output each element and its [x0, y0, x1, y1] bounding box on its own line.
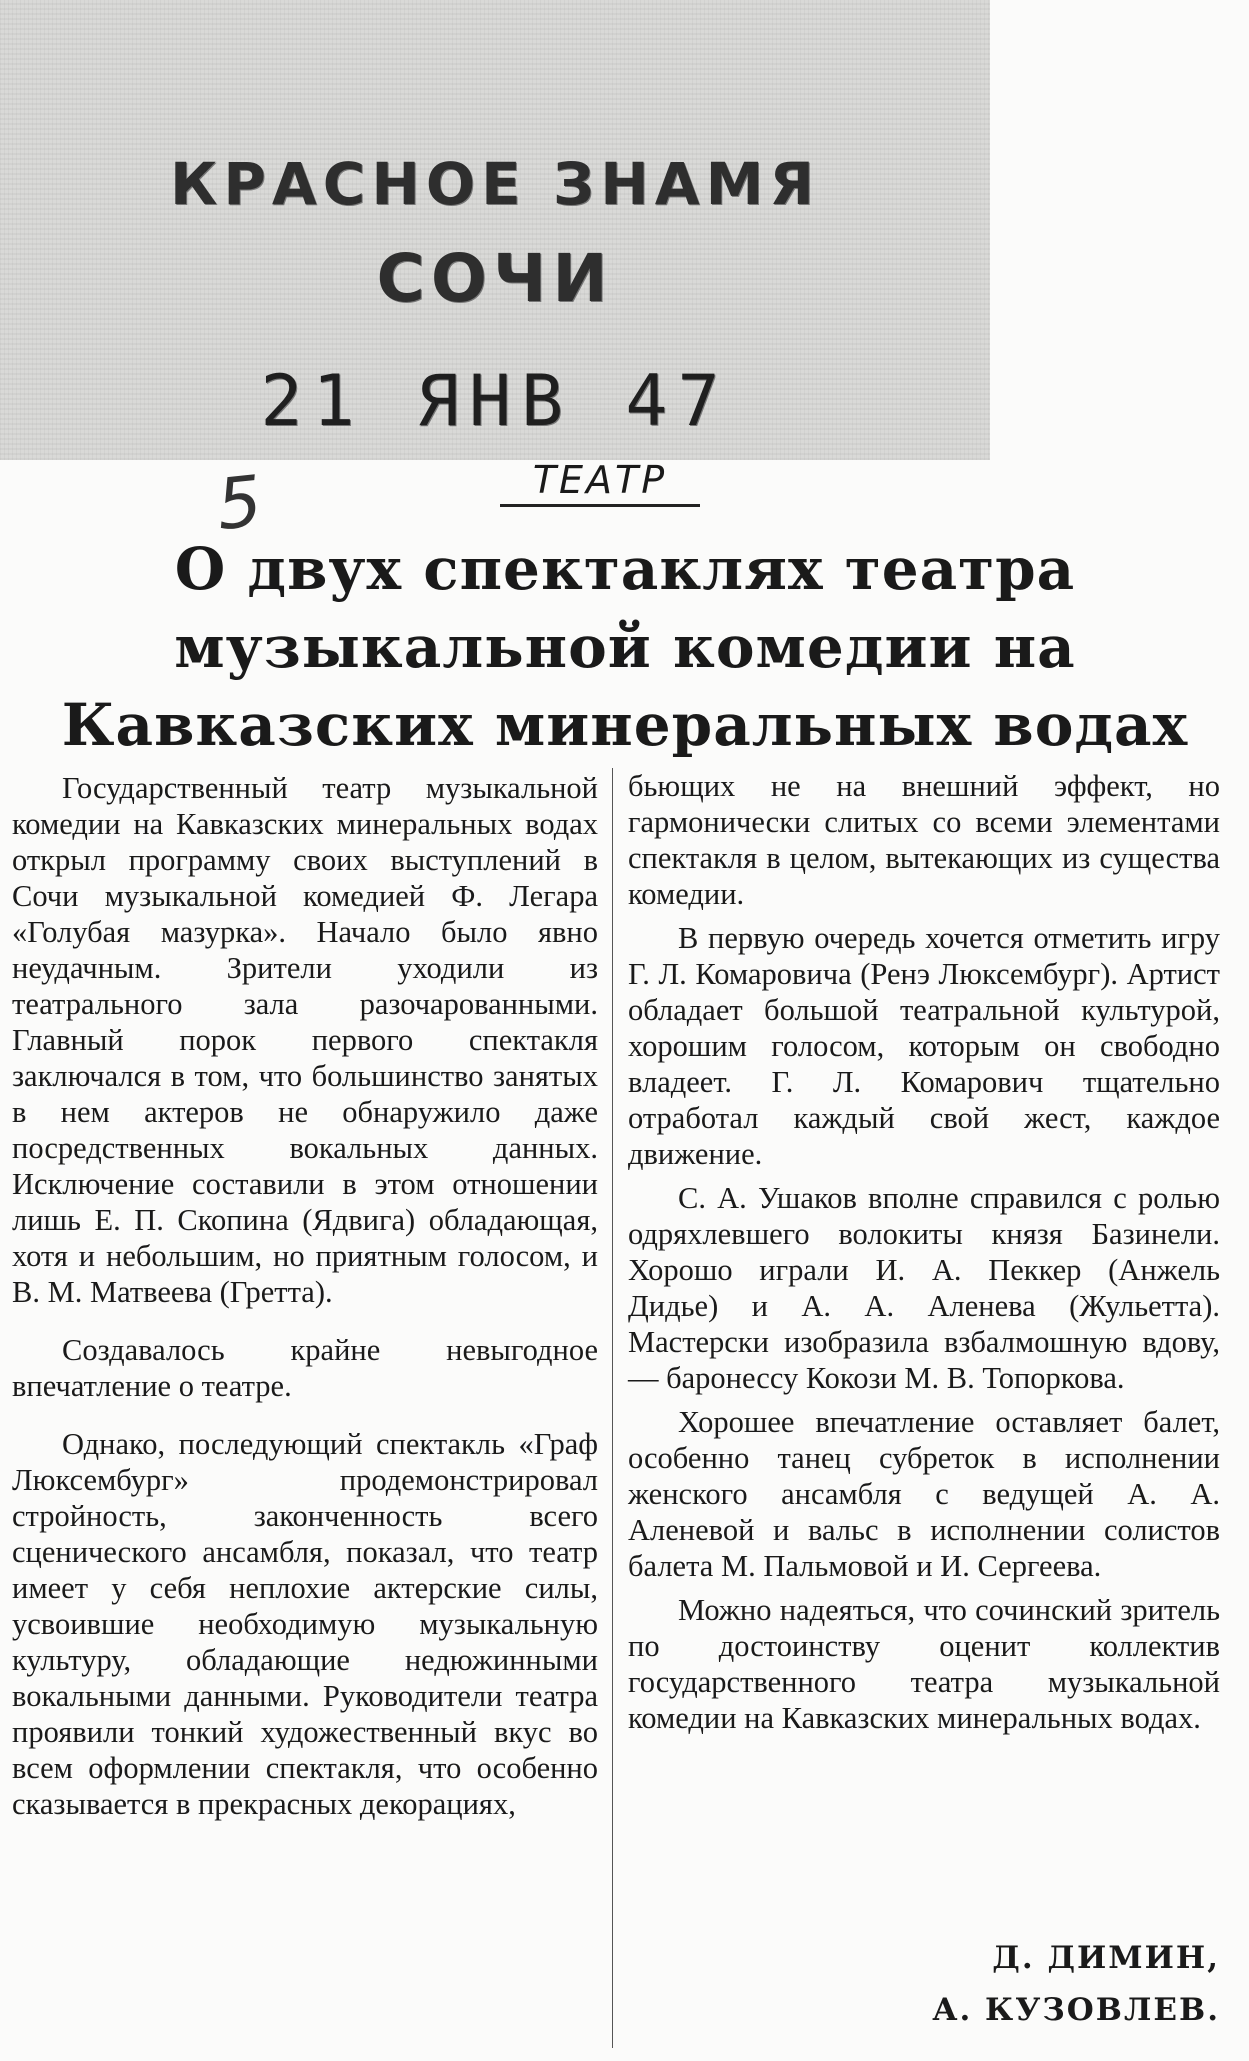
paragraph: В первую очередь хочется отметить игру Г. Л. Комаровича (Ренэ Люксембург). Артист обладает большой театральной культурой, хорошим голосом, которым он свободно владеет. Г. Л. Комарович тщательно отработал каждый свой жест, каждое движение.: [628, 921, 1220, 1171]
paragraph: Создавалось крайне невыгодное впечатление о театре.: [12, 1333, 598, 1403]
paragraph: бьющих не на внешний эффект, но гармонически слитых со всеми элементами спектакля в целом, вытекающих из существа комедии.: [628, 769, 1220, 911]
paragraph: Однако, последующий спектакль «Граф Люксембург» продемонстрировал стройность, законченность всего сценического ансамбля, показал, что театр имеет у себя неплохие актерские силы, усвоившие необходимую музыкальную культуру, обладающие недюжинными вокальными данными. Руководители театра проявили тонкий художественный вкус во всем оформлении спектакля, что особенно сказывается в прекрасных декорациях,: [12, 1427, 598, 1821]
paragraph: С. А. Ушаков вполне справился с ролью одряхлевшего волокиты князя Базинели. Хорошо играли И. А. Пеккер (Анжель Дидье) и А. А. Аленева (Жульетта). Мастерски изобразила взбалмошную вдову, — баронессу Кокози М. В. Топоркова.: [628, 1181, 1220, 1395]
stamp-newspaper-name: КРАСНОЕ ЗНАМЯ: [169, 150, 821, 218]
paragraph: Хорошее впечатление оставляет балет, особенно танец субреток в исполнении женского ансамбля с ведущей А. А. Аленевой и вальс в исполнении солистов балета М. Пальмовой и И. Сергеева.: [628, 1405, 1220, 1583]
stamp-city: СОЧИ: [376, 240, 614, 317]
author-signature-2: А. КУЗОВЛЕВ.: [932, 1992, 1220, 2028]
paragraph: Можно надеяться, что сочинский зритель по достоинству оценит коллектив государственного театра музыкальной комедии на Кавказских минеральных водах.: [628, 1593, 1220, 1735]
article-column-left: [12, 770, 598, 1830]
stamp-date: 21 ЯНВ 47: [260, 360, 730, 442]
author-signature-1: Д. ДИМИН,: [992, 1940, 1220, 1976]
article-column-right: [628, 768, 1220, 1744]
column-divider: [612, 768, 613, 2048]
archive-stamp: [0, 0, 990, 460]
handwritten-number: 5: [212, 459, 266, 547]
article-headline: О двух спектаклях театра музыкальной комедии на Кавказских минеральных водах: [61, 535, 1189, 759]
paragraph: Государственный театр музыкальной комедии на Кавказских минеральных водах открыл программу своих выступлений в Сочи музыкальной комедией Ф. Легара «Голубая мазурка». Начало было явно неудачным. Зрители уходили из театрального зала разочарованными. Главный порок первого спектакля заключался в том, что большинство занятых в нем актеров не обнаружило даже посредственных вокальных данных. Исключение составили в этом отношении лишь Е. П. Скопина (Ядвига) обладающая, хотя и небольшим, но приятным голосом, и В. М. Матвеева (Гретта).: [12, 771, 598, 1309]
section-label: ТЕАТР: [500, 458, 700, 507]
